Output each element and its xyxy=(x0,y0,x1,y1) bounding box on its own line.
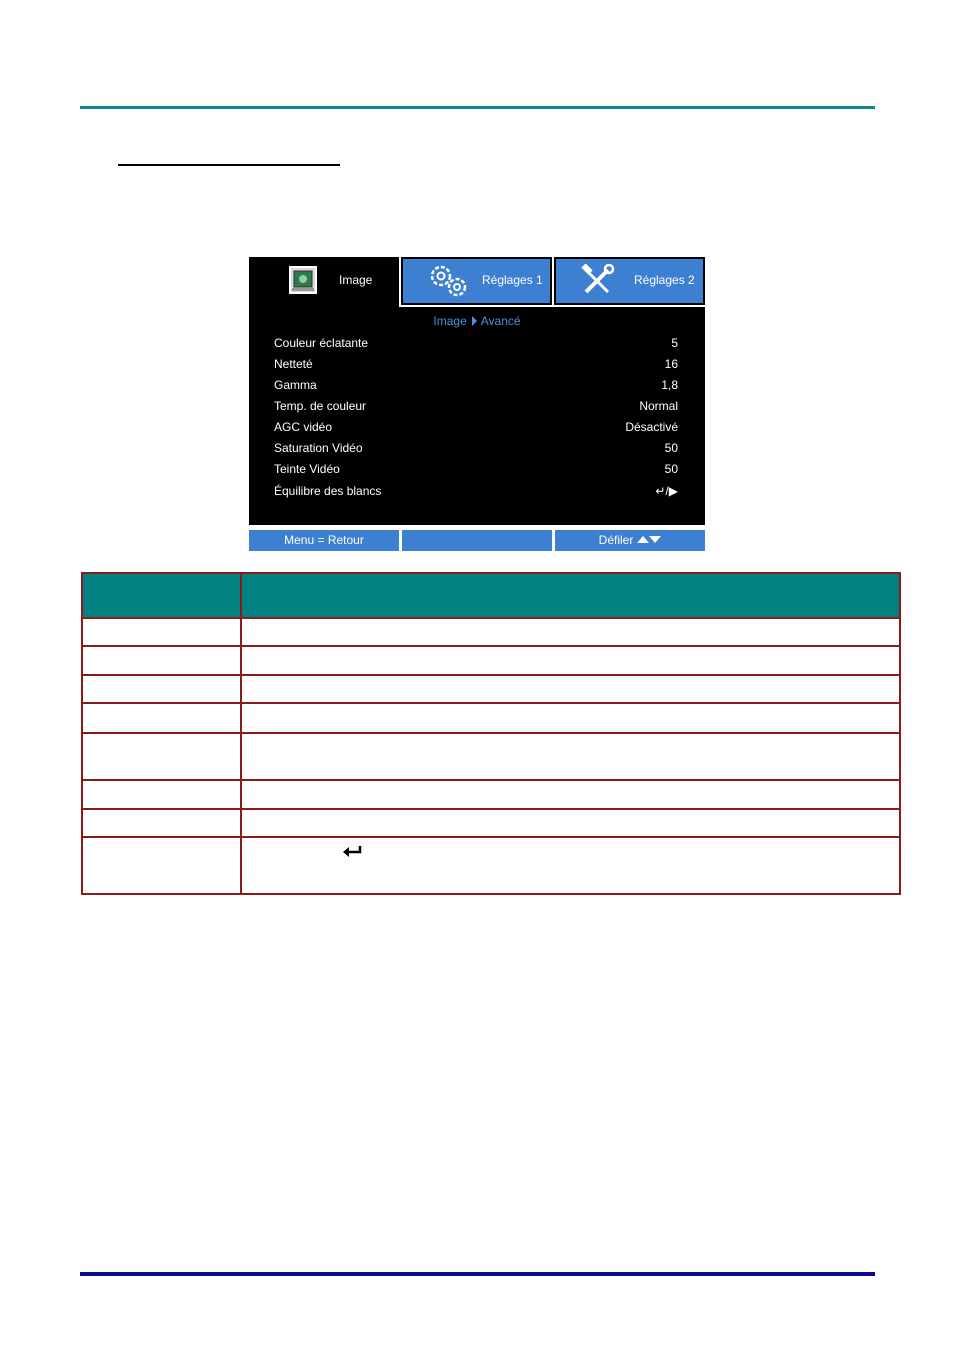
table-row xyxy=(82,646,900,674)
tab-reglages-2-label: Réglages 2 xyxy=(634,273,695,287)
osd-menu-screenshot xyxy=(249,257,705,551)
menu-row-couleur-eclatante[interactable] xyxy=(274,336,678,356)
osd-footer xyxy=(249,530,705,551)
menu-row-teinte-video[interactable] xyxy=(274,462,678,482)
table-row xyxy=(82,675,900,703)
table-cell xyxy=(241,703,900,733)
breadcrumb-current: Avancé xyxy=(480,314,521,328)
table-header-row xyxy=(82,573,900,618)
menu-row-value: 5 xyxy=(671,336,678,350)
tab-reglages-2[interactable] xyxy=(554,257,705,305)
menu-row-value: 50 xyxy=(664,441,678,455)
menu-row-label: Temp. de couleur xyxy=(274,399,367,413)
breadcrumb xyxy=(249,314,705,328)
table-cell xyxy=(82,837,241,894)
bottom-rule xyxy=(80,1272,875,1276)
enter-icon xyxy=(342,845,364,864)
footer-menu-retour[interactable]: Menu = Retour xyxy=(249,530,399,551)
table-cell xyxy=(82,809,241,837)
menu-row-label: Gamma xyxy=(274,378,317,392)
menu-row-label: AGC vidéo xyxy=(274,420,333,434)
table-cell xyxy=(82,780,241,808)
table-cell xyxy=(241,837,900,894)
osd-menu-body xyxy=(249,307,705,525)
table-row xyxy=(82,733,900,780)
menu-row-value: Normal xyxy=(639,399,678,413)
table-cell xyxy=(241,618,900,646)
arrow-up-icon xyxy=(637,536,649,543)
table-cell xyxy=(241,733,900,780)
menu-row-value: Désactivé xyxy=(625,420,678,434)
menu-row-value: ↵/▶ xyxy=(655,484,678,498)
menu-row-agc-video[interactable] xyxy=(274,420,678,440)
table-row xyxy=(82,618,900,646)
tab-image[interactable] xyxy=(249,257,399,308)
top-rule xyxy=(80,106,875,109)
menu-row-equilibre-blancs[interactable] xyxy=(274,484,678,504)
table-cell xyxy=(82,675,241,703)
gears-icon xyxy=(429,263,469,302)
footer-middle-blank xyxy=(402,530,552,551)
tools-icon xyxy=(580,264,616,301)
table-cell xyxy=(82,646,241,674)
osd-tab-bar xyxy=(249,257,705,307)
breadcrumb-parent: Image xyxy=(433,314,467,328)
footer-defiler-label: Défiler xyxy=(598,533,634,547)
tab-reglages-1-label: Réglages 1 xyxy=(482,273,543,287)
menu-row-label: Teinte Vidéo xyxy=(274,462,340,476)
arrow-down-icon xyxy=(649,536,661,543)
menu-row-label: Saturation Vidéo xyxy=(274,441,363,455)
table-row xyxy=(82,837,900,894)
tab-reglages-1[interactable] xyxy=(401,257,552,305)
tab-image-label: Image xyxy=(339,273,373,287)
heading-underline xyxy=(118,164,340,166)
table-cell xyxy=(241,646,900,674)
footer-defiler[interactable] xyxy=(555,530,705,551)
menu-row-value: 1,8 xyxy=(661,378,678,392)
menu-row-temp-couleur[interactable] xyxy=(274,399,678,419)
table-cell xyxy=(82,733,241,780)
table-row xyxy=(82,703,900,733)
table-cell xyxy=(82,703,241,733)
table-header-cell xyxy=(241,573,900,618)
menu-row-gamma[interactable] xyxy=(274,378,678,398)
menu-row-label: Netteté xyxy=(274,357,313,371)
table-cell xyxy=(241,809,900,837)
table-cell xyxy=(82,618,241,646)
table-row xyxy=(82,809,900,837)
menu-row-saturation-video[interactable] xyxy=(274,441,678,461)
table-cell xyxy=(241,675,900,703)
menu-row-value: 50 xyxy=(664,462,678,476)
breadcrumb-arrow-icon xyxy=(472,316,477,326)
table-cell xyxy=(241,780,900,808)
table-row xyxy=(82,780,900,808)
menu-row-nettete[interactable] xyxy=(274,357,678,377)
menu-row-label: Couleur éclatante xyxy=(274,336,369,350)
menu-row-label: Équilibre des blancs xyxy=(274,484,382,498)
description-table xyxy=(81,572,901,895)
menu-row-value: 16 xyxy=(664,357,678,371)
image-icon xyxy=(289,266,317,297)
table-header-cell xyxy=(82,573,241,618)
